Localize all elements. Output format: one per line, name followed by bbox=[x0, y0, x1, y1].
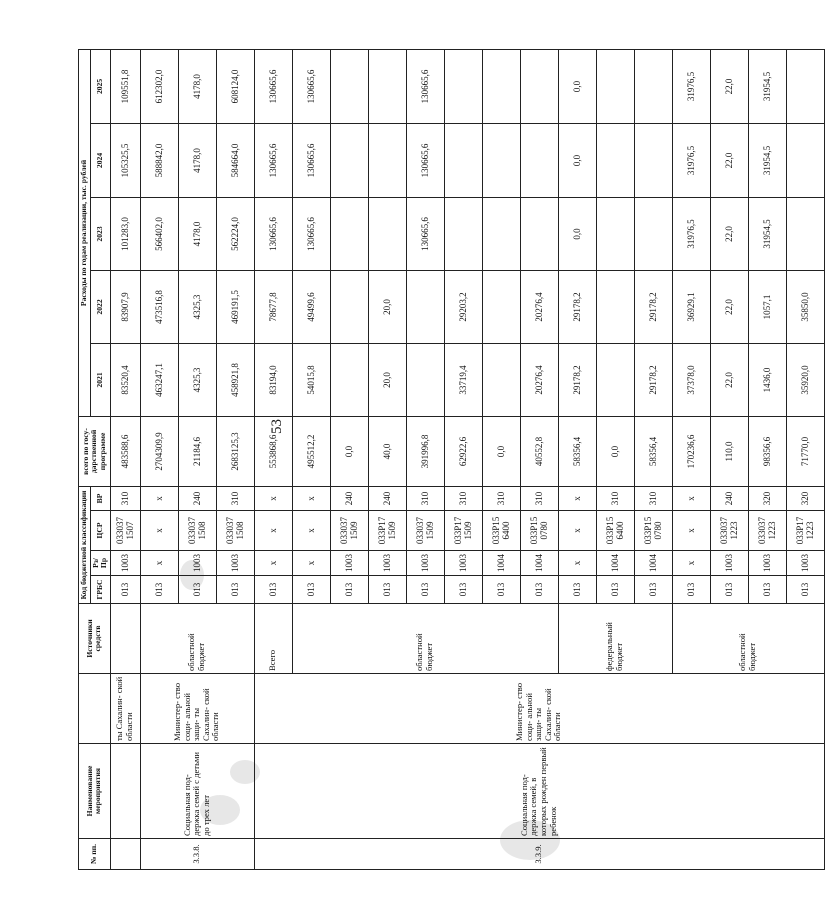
cell-grbs: 013 bbox=[672, 576, 710, 604]
cell-grbs: 013 bbox=[444, 576, 482, 604]
cell-total: 391996,8 bbox=[406, 416, 444, 486]
cell-vr: 240 bbox=[330, 486, 368, 510]
cell-2025: 130665,6 bbox=[292, 49, 330, 123]
cell-rzpr: 1003 bbox=[748, 551, 786, 576]
cell-total: 21184,6 bbox=[178, 416, 216, 486]
table-row bbox=[110, 49, 140, 869]
cell-2025 bbox=[596, 49, 634, 123]
cell-2021 bbox=[330, 343, 368, 416]
cell-2024: 130665,6 bbox=[406, 123, 444, 197]
cell-2025: 130665,6 bbox=[406, 49, 444, 123]
cell-grbs: 013 bbox=[748, 576, 786, 604]
cell-2022 bbox=[406, 270, 444, 343]
cell-vr: 310 bbox=[110, 486, 140, 510]
cell-total: 2683125,3 bbox=[216, 416, 254, 486]
cell-2021 bbox=[482, 343, 520, 416]
cell-csr: х bbox=[558, 511, 596, 551]
cell-total: 0,0 bbox=[330, 416, 368, 486]
cell-executor: Министер- ство соци- альной защи- ты Сахалин- ской области bbox=[140, 674, 254, 744]
cell-2021 bbox=[406, 343, 444, 416]
cell-source: областной бюджет bbox=[672, 604, 824, 674]
cell-2024: 105325,5 bbox=[110, 123, 140, 197]
cell-grbs: 013 bbox=[368, 576, 406, 604]
cell-2021: 33719,4 bbox=[444, 343, 482, 416]
cell-csr: 033037 1223 bbox=[748, 511, 786, 551]
cell-2025 bbox=[634, 49, 672, 123]
cell-2024 bbox=[520, 123, 558, 197]
cell-2021: 37378,0 bbox=[672, 343, 710, 416]
cell-vr: 310 bbox=[634, 486, 672, 510]
cell-rzpr: х bbox=[672, 551, 710, 576]
cell-2023: 22,0 bbox=[710, 197, 748, 270]
cell-2023: 562224,0 bbox=[216, 197, 254, 270]
cell-2023: 130665,6 bbox=[292, 197, 330, 270]
cell-csr: 033037 1509 bbox=[406, 511, 444, 551]
cell-rzpr: х bbox=[140, 551, 178, 576]
cell-vr: 310 bbox=[216, 486, 254, 510]
cell-vr: 240 bbox=[368, 486, 406, 510]
cell-csr: 033037 1508 bbox=[216, 511, 254, 551]
cell-csr: 033P15 0780 bbox=[520, 511, 558, 551]
cell-2022: 20,0 bbox=[368, 270, 406, 343]
cell-vr: х bbox=[292, 486, 330, 510]
cell-2022: 469191,5 bbox=[216, 270, 254, 343]
cell-total: 40552,8 bbox=[520, 416, 558, 486]
cell-2022: 473516,8 bbox=[140, 270, 178, 343]
cell-total: 2704309,9 bbox=[140, 416, 178, 486]
cell-grbs: 013 bbox=[330, 576, 368, 604]
cell-2024: 31976,5 bbox=[672, 123, 710, 197]
cell-csr: 033P15 6400 bbox=[596, 511, 634, 551]
cell-2021: 83194,0 bbox=[254, 343, 292, 416]
cell-executor: ты Сахалин- ской области bbox=[110, 674, 140, 744]
cell-rzpr: 1004 bbox=[482, 551, 520, 576]
cell-vr: 310 bbox=[444, 486, 482, 510]
cell-rzpr: х bbox=[254, 551, 292, 576]
cell-2024 bbox=[634, 123, 672, 197]
cell-2023 bbox=[520, 197, 558, 270]
cell-csr: 033037 1508 bbox=[178, 511, 216, 551]
cell-vr: х bbox=[254, 486, 292, 510]
cell-2021: 35920,0 bbox=[786, 343, 824, 416]
cell-csr: х bbox=[292, 511, 330, 551]
header-row-1 bbox=[79, 49, 91, 869]
cell-rzpr: х bbox=[292, 551, 330, 576]
cell-2025 bbox=[368, 49, 406, 123]
cell-2023: 130665,6 bbox=[254, 197, 292, 270]
cell-2025 bbox=[520, 49, 558, 123]
cell-2024: 130665,6 bbox=[254, 123, 292, 197]
cell-2025 bbox=[444, 49, 482, 123]
cell-rzpr: 1003 bbox=[444, 551, 482, 576]
cell-2025: 31954,5 bbox=[748, 49, 786, 123]
header-csr: ЦСР bbox=[90, 511, 110, 551]
cell-2025: 612302,0 bbox=[140, 49, 178, 123]
cell-rzpr: 1003 bbox=[710, 551, 748, 576]
cell-2025: 31976,5 bbox=[672, 49, 710, 123]
cell-2024: 584664,0 bbox=[216, 123, 254, 197]
cell-2022: 1057,1 bbox=[748, 270, 786, 343]
cell-source: областной бюджет bbox=[292, 604, 558, 674]
header-num: № пп. bbox=[79, 839, 111, 870]
cell-rzpr: 1004 bbox=[634, 551, 672, 576]
cell-total: 553868,6 bbox=[254, 416, 292, 486]
cell-source: областной бюджет bbox=[140, 604, 254, 674]
cell-vr: х bbox=[558, 486, 596, 510]
cell-2023 bbox=[368, 197, 406, 270]
cell-num bbox=[110, 839, 140, 870]
cell-vr: 320 bbox=[786, 486, 824, 510]
cell-total: 110,0 bbox=[710, 416, 748, 486]
cell-2021: 83520,4 bbox=[110, 343, 140, 416]
cell-rzpr: 1003 bbox=[216, 551, 254, 576]
cell-2023 bbox=[444, 197, 482, 270]
cell-rzpr: 1003 bbox=[368, 551, 406, 576]
cell-2023: 0,0 bbox=[558, 197, 596, 270]
header-vr: ВР bbox=[90, 486, 110, 510]
cell-2025 bbox=[330, 49, 368, 123]
cell-2022 bbox=[596, 270, 634, 343]
cell-vr: 240 bbox=[710, 486, 748, 510]
cell-2023 bbox=[634, 197, 672, 270]
cell-2022: 29203,2 bbox=[444, 270, 482, 343]
cell-2021: 1436,0 bbox=[748, 343, 786, 416]
header-rzpr: Рз/ Пр bbox=[90, 551, 110, 576]
cell-2022: 78677,8 bbox=[254, 270, 292, 343]
cell-vr: 310 bbox=[482, 486, 520, 510]
cell-2025: 0,0 bbox=[558, 49, 596, 123]
cell-total: 495512,2 bbox=[292, 416, 330, 486]
cell-total: 483588,6 bbox=[110, 416, 140, 486]
cell-rzpr: 1004 bbox=[520, 551, 558, 576]
header-2024: 2024 bbox=[90, 123, 110, 197]
cell-2024: 130665,6 bbox=[292, 123, 330, 197]
header-2025: 2025 bbox=[90, 49, 110, 123]
cell-vr: 310 bbox=[596, 486, 634, 510]
budget-table bbox=[78, 49, 825, 870]
cell-2021 bbox=[596, 343, 634, 416]
table-row bbox=[140, 49, 178, 869]
cell-2022: 29178,2 bbox=[558, 270, 596, 343]
cell-2024 bbox=[368, 123, 406, 197]
cell-grbs: 013 bbox=[140, 576, 178, 604]
cell-grbs: 013 bbox=[634, 576, 672, 604]
cell-vr: 310 bbox=[520, 486, 558, 510]
cell-grbs: 013 bbox=[482, 576, 520, 604]
cell-grbs: 013 bbox=[710, 576, 748, 604]
cell-2023 bbox=[596, 197, 634, 270]
cell-2021: 20,0 bbox=[368, 343, 406, 416]
cell-2022 bbox=[482, 270, 520, 343]
cell-2023: 4178,0 bbox=[178, 197, 216, 270]
cell-2021: 463247,1 bbox=[140, 343, 178, 416]
cell-2021: 20276,4 bbox=[520, 343, 558, 416]
cell-2025: 608124,0 bbox=[216, 49, 254, 123]
cell-2024 bbox=[786, 123, 824, 197]
cell-total: 58356,4 bbox=[558, 416, 596, 486]
cell-2023: 101283,0 bbox=[110, 197, 140, 270]
cell-2021: 29178,2 bbox=[558, 343, 596, 416]
cell-2024: 0,0 bbox=[558, 123, 596, 197]
cell-2022: 49499,6 bbox=[292, 270, 330, 343]
cell-csr: х bbox=[672, 511, 710, 551]
cell-csr: 033P15 0780 bbox=[634, 511, 672, 551]
cell-total: 71770,0 bbox=[786, 416, 824, 486]
cell-2021: 54015,8 bbox=[292, 343, 330, 416]
cell-csr: 033P17 1223 bbox=[786, 511, 824, 551]
cell-2024 bbox=[482, 123, 520, 197]
cell-2022 bbox=[330, 270, 368, 343]
header-2022: 2022 bbox=[90, 270, 110, 343]
cell-vr: х bbox=[140, 486, 178, 510]
header-2023: 2023 bbox=[90, 197, 110, 270]
cell-executor: Министер- ство соци- альной защи- ты Сахалин- ской области bbox=[254, 674, 824, 744]
cell-2023: 31976,5 bbox=[672, 197, 710, 270]
cell-2024: 4178,0 bbox=[178, 123, 216, 197]
cell-2022: 35850,0 bbox=[786, 270, 824, 343]
cell-vr: 310 bbox=[406, 486, 444, 510]
cell-csr: 033P17 1509 bbox=[368, 511, 406, 551]
page-number: 53 bbox=[269, 419, 285, 434]
cell-2024: 588842,0 bbox=[140, 123, 178, 197]
cell-grbs: 013 bbox=[216, 576, 254, 604]
header-years-group: Расходы по годам реализации, тыс. рублей bbox=[79, 49, 91, 416]
cell-total: 170236,6 bbox=[672, 416, 710, 486]
cell-csr: 033037 1223 bbox=[710, 511, 748, 551]
cell-name: Социальная под- держка семей, в которых рожден первый ребенок bbox=[254, 744, 824, 839]
cell-num: 3.3.9. bbox=[254, 839, 824, 870]
cell-rzpr: 1003 bbox=[786, 551, 824, 576]
cell-2024 bbox=[444, 123, 482, 197]
cell-2022: 22,0 bbox=[710, 270, 748, 343]
cell-2023: 566402,0 bbox=[140, 197, 178, 270]
cell-2021: 4325,3 bbox=[178, 343, 216, 416]
cell-2025: 109551,8 bbox=[110, 49, 140, 123]
cell-2025 bbox=[786, 49, 824, 123]
cell-source: федеральный бюджет bbox=[558, 604, 672, 674]
cell-2024: 22,0 bbox=[710, 123, 748, 197]
cell-name: Социальная под- держка семей с детьми до трех лет bbox=[140, 744, 254, 839]
cell-2024 bbox=[596, 123, 634, 197]
cell-2022: 36929,1 bbox=[672, 270, 710, 343]
table-row bbox=[254, 49, 292, 869]
header-grbs: ГРБС bbox=[90, 576, 110, 604]
cell-grbs: 013 bbox=[596, 576, 634, 604]
cell-vr: 240 bbox=[178, 486, 216, 510]
cell-2021: 29178,2 bbox=[634, 343, 672, 416]
cell-rzpr: 1003 bbox=[406, 551, 444, 576]
cell-2023 bbox=[330, 197, 368, 270]
cell-grbs: 013 bbox=[786, 576, 824, 604]
cell-2021: 22,0 bbox=[710, 343, 748, 416]
cell-2022: 29178,2 bbox=[634, 270, 672, 343]
header-executor bbox=[79, 674, 111, 744]
cell-2022: 20276,4 bbox=[520, 270, 558, 343]
cell-2024: 31954,5 bbox=[748, 123, 786, 197]
cell-rzpr: х bbox=[558, 551, 596, 576]
cell-grbs: 013 bbox=[178, 576, 216, 604]
cell-name bbox=[110, 744, 140, 839]
cell-grbs: 013 bbox=[110, 576, 140, 604]
header-2021: 2021 bbox=[90, 343, 110, 416]
cell-2023 bbox=[786, 197, 824, 270]
cell-total: 98356,6 bbox=[748, 416, 786, 486]
cell-vr: 320 bbox=[748, 486, 786, 510]
cell-vr: х bbox=[672, 486, 710, 510]
cell-2025: 22,0 bbox=[710, 49, 748, 123]
cell-2023: 130665,6 bbox=[406, 197, 444, 270]
cell-2025: 130665,6 bbox=[254, 49, 292, 123]
cell-rzpr: 1004 bbox=[596, 551, 634, 576]
cell-source: Всего bbox=[254, 604, 292, 674]
cell-grbs: 013 bbox=[406, 576, 444, 604]
cell-2025 bbox=[482, 49, 520, 123]
cell-csr: х bbox=[254, 511, 292, 551]
cell-2023 bbox=[482, 197, 520, 270]
cell-csr: 033P17 1509 bbox=[444, 511, 482, 551]
rotated-table-wrapper bbox=[78, 50, 815, 870]
cell-rzpr: 1003 bbox=[110, 551, 140, 576]
header-source: Источники средств bbox=[79, 604, 111, 674]
cell-2025: 4178,0 bbox=[178, 49, 216, 123]
cell-grbs: 013 bbox=[558, 576, 596, 604]
cell-total: 0,0 bbox=[482, 416, 520, 486]
cell-csr: 033037 1507 bbox=[110, 511, 140, 551]
cell-total: 62922,6 bbox=[444, 416, 482, 486]
cell-rzpr: 1003 bbox=[178, 551, 216, 576]
cell-2022: 4325,3 bbox=[178, 270, 216, 343]
cell-rzpr: 1003 bbox=[330, 551, 368, 576]
cell-total: 58356,4 bbox=[634, 416, 672, 486]
cell-csr: 033P15 6400 bbox=[482, 511, 520, 551]
table-body bbox=[110, 49, 824, 869]
header-total: всего по госу- дарственной программе bbox=[79, 416, 111, 486]
cell-2021: 458921,8 bbox=[216, 343, 254, 416]
header-code-group: Код бюджетной классификации bbox=[79, 486, 91, 603]
cell-2024 bbox=[330, 123, 368, 197]
cell-grbs: 013 bbox=[520, 576, 558, 604]
header-name: Наименование мероприятия bbox=[79, 744, 111, 839]
cell-num: 3.3.8. bbox=[140, 839, 254, 870]
cell-grbs: 013 bbox=[254, 576, 292, 604]
cell-grbs: 013 bbox=[292, 576, 330, 604]
cell-csr: х bbox=[140, 511, 178, 551]
cell-total: 0,0 bbox=[596, 416, 634, 486]
cell-2023: 31954,5 bbox=[748, 197, 786, 270]
cell-total: 40,0 bbox=[368, 416, 406, 486]
cell-source bbox=[110, 604, 140, 674]
cell-csr: 033037 1509 bbox=[330, 511, 368, 551]
cell-2022: 83907,9 bbox=[110, 270, 140, 343]
